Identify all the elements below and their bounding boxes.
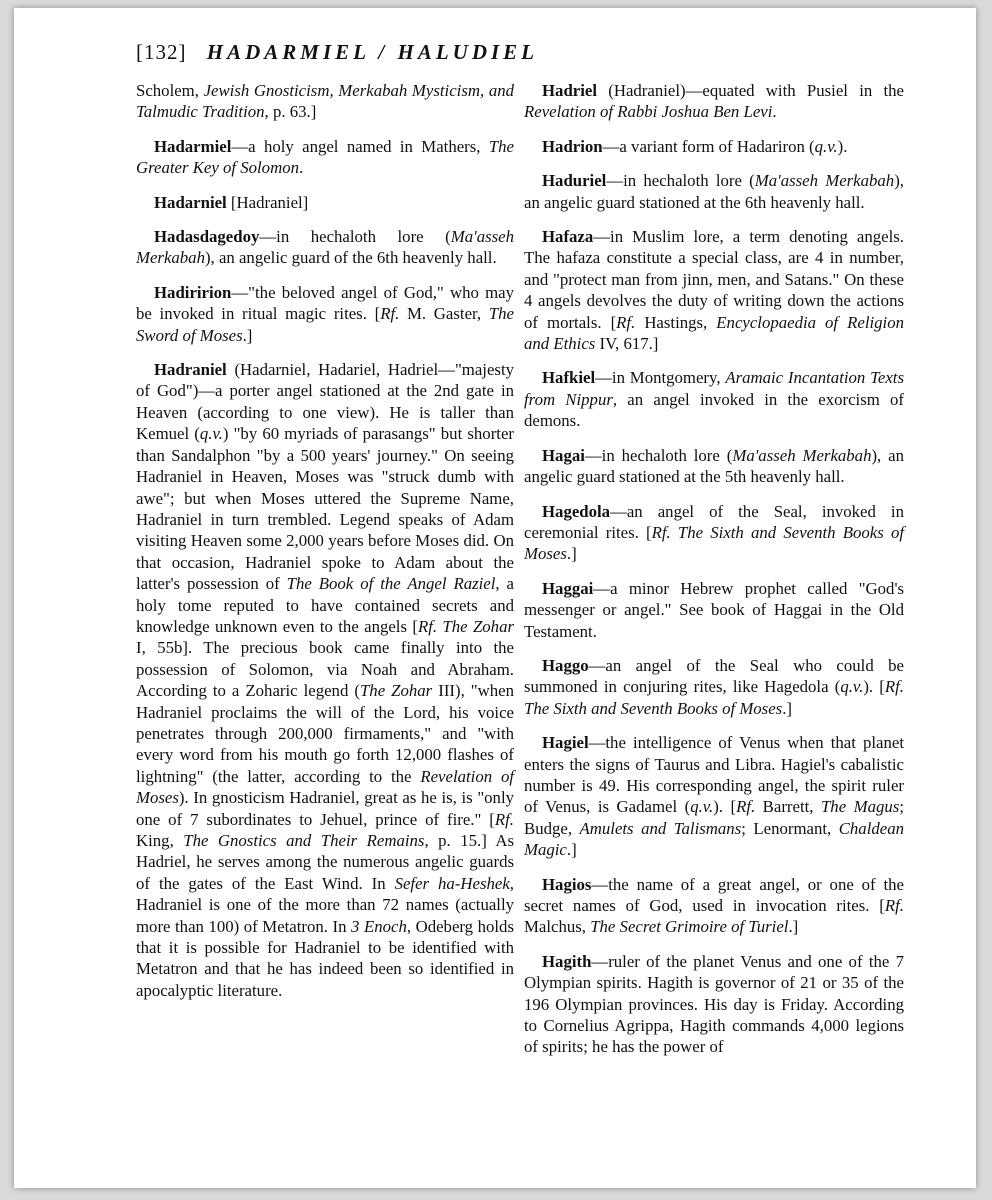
entry-headword: Hadiririon <box>154 282 232 302</box>
entry-text: I, 55b]. The precious book came finally into the possession of Solomon, via Noah and Abraham. According to a Zoharic legend ( <box>136 638 514 701</box>
running-header <box>136 40 538 65</box>
entry-text: —"the beloved angel of God," who may be invoked in ritual magic rites. [ <box>136 282 514 324</box>
entry-text: .] <box>788 917 799 937</box>
italic-text: Revelation of Rabbi Joshua Ben Levi <box>524 102 773 122</box>
italic-text: The Greater Key of Solomon <box>136 136 514 178</box>
entry-text: M. Gaster, <box>399 304 489 324</box>
entry-text: —the intelligence of Venus when that planet enters the signs of Taurus and Libra. Hagiel's cabalistic number is 49. His corresponding angel, the spirit ruler of Venus, is Gadamel ( <box>524 733 904 817</box>
entry-text: ; Lenormant, <box>741 818 839 838</box>
entry-text: ). [ <box>863 677 885 697</box>
entry-text: , p. 63.] <box>264 102 317 122</box>
entry-text: [Hadraniel] <box>226 192 309 212</box>
entry-text: III), "when Hadraniel proclaims the will of the Lord, his voice penetrates through 200,000 firmaments," and "with every word from his mouth go forth 12,000 flashes of lightning" (the latter, according to the <box>136 681 515 786</box>
entry-headword: Hagith <box>542 951 592 971</box>
entry-headword: Hagios <box>542 874 592 894</box>
italic-text: Amulets and Talismans <box>579 818 742 838</box>
entry-text: .] <box>566 544 577 564</box>
entry-headword: Hafaza <box>542 227 594 247</box>
entry-text: .] <box>566 840 577 860</box>
entry-text: —in hechaloth lore ( <box>259 227 451 247</box>
entry-text: ), an angelic guard of the 6th heavenly hall. <box>204 248 497 268</box>
italic-text: Ma'asseh Merkabah <box>732 445 872 465</box>
italic-text: q.v. <box>840 677 864 697</box>
italic-text: The Secret Grimoire of Turiel <box>590 917 789 937</box>
entry-text: , a holy tome reputed to have contained secrets and knowledge unknown even to the angels [ <box>136 574 515 636</box>
entry-text: . <box>772 102 777 122</box>
entry-text: —ruler of the planet Venus and one of the 7 Olympian spirits. Hagith is governor of 21 or 35 of the 196 Olympian provinces. His day is Friday. According to Cornelius Agrippa, Hagith commands 4,000 legions of spirits; he has the power of <box>524 951 904 1057</box>
italic-text: Ma'asseh Merkabah <box>754 171 895 191</box>
entry-text: (Hadarniel, Hadariel, Hadriel—"majesty of God")—a porter angel stationed at the 2nd gate in Heaven (according to one view). He is taller than Kemuel ( <box>136 360 514 444</box>
entry-text: —a variant form of Hadariron ( <box>602 136 815 156</box>
italic-text: Rf. <box>736 797 756 817</box>
entry-headword: Haduriel <box>542 171 607 191</box>
dictionary-entry <box>136 282 514 346</box>
entry-headword: Hadraniel <box>154 360 227 380</box>
entry-text: —in hechaloth lore ( <box>584 445 733 465</box>
entry-text: ) "by 60 myriads of parasangs" but shorter than Sandalphon "by a 500 years' journey." On seeing Hadraniel in Heaven, Moses was "struck dumb with awe"; but when Moses uttered the Supreme Name, Hadraniel in turn trembled. Legend speaks of Adam visiting Heaven some 2,000 years before Moses did. On that occasion, Hadraniel spoke to Adam about the latter's possession of <box>136 424 514 594</box>
dictionary-entry <box>136 359 514 1001</box>
entry-text: —in hechaloth lore ( <box>606 171 755 191</box>
left-column <box>136 80 514 1014</box>
entry-text: , an angel invoked in the exorcism of demons. <box>524 389 904 431</box>
dictionary-entry <box>136 192 514 213</box>
dictionary-entry <box>524 874 904 938</box>
entry-text: (Hadraniel)—equated with Pusiel in the <box>597 81 904 100</box>
entry-text: Scholem, <box>136 81 204 100</box>
entry-headword: Haggai <box>542 578 594 598</box>
italic-text: The Zohar <box>359 681 433 701</box>
italic-text: q.v. <box>814 136 838 156</box>
entry-text: Malchus, <box>524 917 591 937</box>
entry-headword: Hadarniel <box>154 192 227 212</box>
italic-text: Rf. The Zohar <box>417 616 514 636</box>
italic-text: Rf. <box>884 896 904 915</box>
entry-text: —the name of a great angel, or one of the secret names of God, used in invocation rites. [ <box>524 874 904 915</box>
entry-text: —an angel of the Seal who could be summoned in conjuring rites, like Hagedola ( <box>524 655 904 697</box>
dictionary-entry <box>136 136 514 179</box>
entry-text: ; Budge, <box>524 797 904 838</box>
entry-text: ). In gnosticism Hadraniel, great as he is, is "only one of 7 subordinates to Jehuel, prince of fire." [ <box>136 788 514 829</box>
running-title: HADARMIEL / HALUDIEL <box>206 40 539 64</box>
entry-text: —in Muslim lore, a term denoting angels. The hafaza constitute a special class, are 4 in number, and "protect man from jinn, men, and Satans." On these 4 angels devolves the duty of writing down the actions of mortals. [ <box>524 227 904 332</box>
italic-text: The Sword of Moses <box>136 304 514 345</box>
italic-text: The Book of the Angel Raziel <box>286 574 496 594</box>
right-column <box>524 80 904 1071</box>
entry-text: , p. 15.] As Hadriel, he serves among the numerous angelic guards of the gates of the East Wind. In <box>136 831 514 893</box>
dictionary-entry <box>524 501 904 565</box>
entry-text: ). <box>837 136 848 156</box>
entry-text: —in Montgomery, <box>595 368 726 388</box>
dictionary-entry <box>524 445 904 488</box>
book-page <box>14 8 976 1188</box>
italic-text: Rf. The Sixth and Seventh Books of Moses <box>524 677 904 718</box>
italic-text: Aramaic Incantation Texts from Nippur <box>524 368 904 409</box>
dictionary-entry <box>524 732 904 860</box>
entry-text: —an angel of the Seal, invoked in ceremonial rites. [ <box>524 501 904 542</box>
dictionary-entry <box>524 578 904 642</box>
dictionary-entry <box>524 226 904 354</box>
entry-text: Hastings, <box>635 312 717 332</box>
italic-text: Jewish Gnosticism, Merkabah Mysticism, and Talmudic Tradition <box>136 81 515 122</box>
dictionary-entry <box>524 655 904 719</box>
italic-text: Ma'asseh Merkabah <box>136 227 514 268</box>
entry-text: .] <box>242 325 253 345</box>
entry-headword: Hagedola <box>542 501 611 521</box>
italic-text: Chaldean Magic <box>524 818 904 860</box>
dictionary-entry <box>524 136 904 157</box>
entry-headword: Hagiel <box>542 733 589 753</box>
dictionary-entry <box>136 226 514 269</box>
entry-headword: Hagai <box>542 445 585 465</box>
italic-text: Rf. <box>616 312 636 332</box>
entry-text: ), an angelic guard stationed at the 5th heavenly hall. <box>524 445 904 487</box>
italic-text: q.v. <box>199 424 223 444</box>
entry-text: —a minor Hebrew prophet called "God's messenger or angel." See book of Haggai in the Old Testament. <box>524 578 904 641</box>
italic-text: q.v. <box>690 797 714 817</box>
entry-text: King, <box>136 831 184 850</box>
italic-text: Encyclopaedia of Religion and Ethics <box>524 312 904 354</box>
entry-text: .] <box>782 698 792 718</box>
italic-text: Sefer ha-Heshek <box>394 873 510 893</box>
italic-text: Rf. <box>380 304 400 324</box>
entry-text: —a holy angel named in Mathers, <box>231 136 489 156</box>
entry-text: , Hadraniel is one of the more than 72 names (actually more than 100) of Metatron. In <box>136 873 514 936</box>
entry-text: . <box>298 158 304 178</box>
italic-text: The Gnostics and Their Remains <box>183 831 425 850</box>
entry-headword: Hadarmiel <box>154 136 232 156</box>
entry-headword: Hadriel <box>542 81 597 100</box>
entry-text: ). [ <box>713 797 737 817</box>
dictionary-entry <box>136 80 514 123</box>
italic-text: 3 Enoch <box>351 916 407 936</box>
dictionary-entry <box>524 170 904 213</box>
entry-headword: Hadrion <box>542 136 603 156</box>
italic-text: Revelation of Moses <box>136 766 514 808</box>
entry-text: IV, 617.] <box>595 334 659 354</box>
entry-headword: Hafkiel <box>542 368 596 388</box>
entry-headword: Hadasdagedoy <box>154 227 260 247</box>
italic-text: Rf. <box>494 809 514 829</box>
entry-text: , Odeberg holds that it is possible for Hadraniel to be identified with Metatron and that he has indeed been so identified in apocalyptic literature. <box>136 916 514 1000</box>
entry-text: Barrett, <box>755 797 821 817</box>
entry-headword: Haggo <box>542 655 589 675</box>
italic-text: The Magus <box>820 797 900 817</box>
italic-text: Rf. The Sixth and Seventh Books of Moses <box>524 522 905 564</box>
dictionary-entry <box>524 367 904 431</box>
dictionary-entry <box>524 80 904 123</box>
entry-text: ), an angelic guard stationed at the 6th heavenly hall. <box>524 171 904 212</box>
page-number: [132] <box>136 40 187 64</box>
dictionary-entry <box>524 951 904 1058</box>
